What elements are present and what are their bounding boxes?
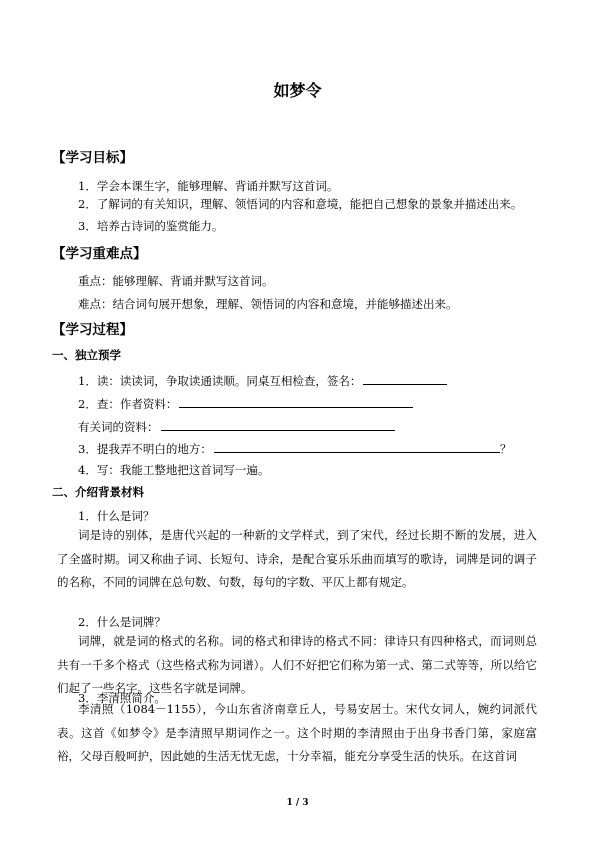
preview-item-read	[78, 372, 447, 389]
key-point-difficulty: 难点：结合词句展开想象，理解、领悟词的内容和意境，并能够描述出来。	[78, 297, 458, 311]
background-answer-2: 词牌，就是词的格式的名称。词的格式和律诗的格式不同：律诗只有四种格式，而词则总共有一千多个格式（这些格式称为词谱）。人们不好把它们称为第一式、第二式等等，所以给它们起了一些名字。这些名字就是词牌。	[57, 634, 537, 695]
preview-item-lookup	[78, 395, 413, 412]
page-title: 如梦令	[273, 81, 322, 100]
ci-info-blank[interactable]	[161, 418, 395, 431]
preview-item-read-text: 1．读：读读词，争取读通读顺。同桌互相检查，签名：	[78, 374, 362, 388]
preview-item-ci-info-text: 有关词的资料：	[78, 420, 159, 434]
question-blank[interactable]	[214, 440, 500, 453]
preview-item-lookup-text: 2．查：作者资料：	[78, 397, 178, 411]
signature-blank[interactable]	[363, 372, 447, 385]
page-number: 1 / 3	[286, 798, 309, 808]
goal-item-3: 3．培养古诗词的鉴赏能力。	[78, 219, 224, 233]
section-heading-goals: 【学习目标】	[52, 150, 133, 166]
background-question-1: 1．什么是词？	[78, 509, 155, 523]
preview-item-write: 4．写：我能工整地把这首词写一遍。	[78, 463, 270, 477]
background-answer-1: 词是诗的别体，是唐代兴起的一种新的文学样式，到了宋代，经过长期不断的发展，进入了全盛时期。词又称曲子词、长短句、诗余，是配合宴乐乐曲而填写的歌诗，词牌是词的调子的名称，不同的词牌在总句数、句数，每句的字数、平仄上都有规定。	[57, 528, 537, 589]
background-question-3: 3．李清照简介。	[78, 691, 166, 705]
preview-item-question	[78, 440, 511, 457]
goal-item-2: 2．了解词的有关知识，理解、领悟词的内容和意境，能把自己想象的景象并描述出来。	[78, 197, 523, 211]
section-heading-key-points: 【学习重难点】	[52, 246, 147, 262]
question-mark: ？	[499, 442, 512, 456]
goal-item-1: 1．学会本课生字，能够理解、背诵并默写这首词。	[78, 179, 339, 193]
subsection-heading-preview: 一、独立预学	[52, 348, 121, 362]
subsection-heading-background: 二、介绍背景材料	[52, 485, 144, 499]
background-answer-3: 李清照（1084－1155），今山东省济南章丘人，号易安居士。宋代女词人，婉约词派代表。这首《如梦令》是李清照早期词作之一。这个时期的李清照由于出身书香门第，家庭富裕，父母百般呵护，因此她的生活无忧无虑，十分幸福，能充分享受生活的快乐。在这首词	[57, 702, 537, 763]
preview-item-ci-info	[78, 418, 395, 435]
preview-item-question-text: 3．提我弄不明白的地方：	[78, 442, 212, 456]
background-question-2: 2．什么是词牌？	[78, 615, 166, 629]
key-point-focus: 重点：能够理解、背诵并默写这首词。	[78, 274, 274, 288]
author-info-blank[interactable]	[179, 395, 413, 408]
section-heading-process: 【学习过程】	[52, 322, 133, 338]
